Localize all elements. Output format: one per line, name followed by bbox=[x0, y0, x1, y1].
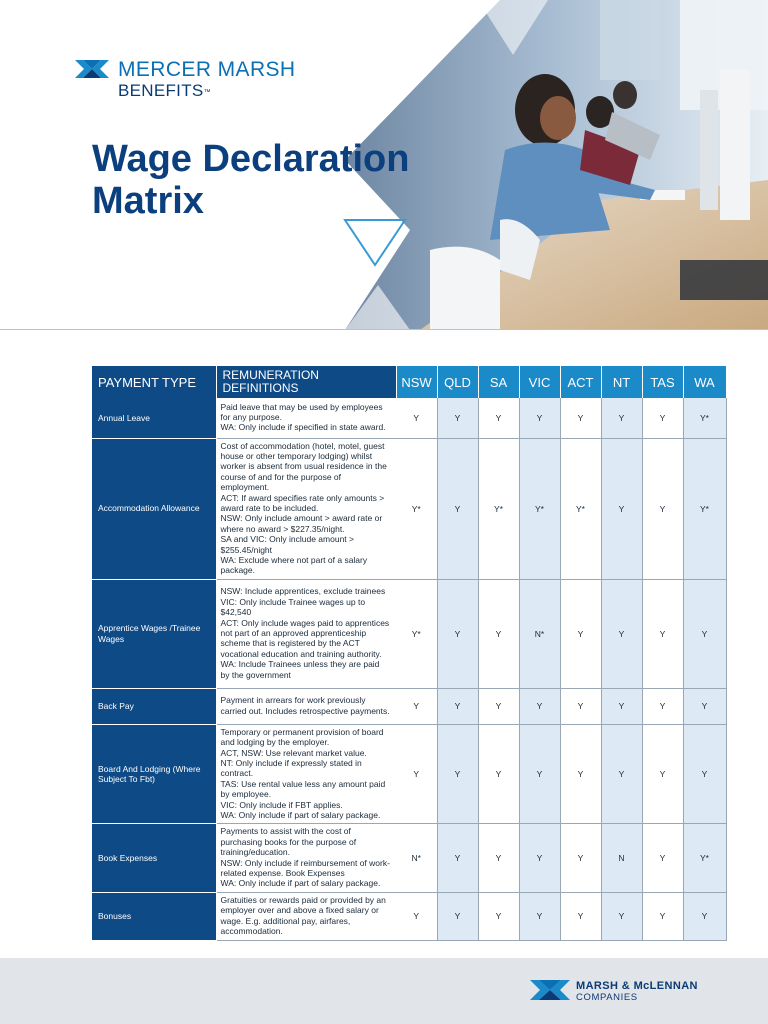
header-state: SA bbox=[478, 366, 519, 398]
state-value-cell: Y* bbox=[519, 438, 560, 579]
payment-type-cell: Annual Leave bbox=[92, 398, 216, 438]
matrix-table bbox=[92, 366, 727, 941]
state-value-cell: Y bbox=[683, 724, 726, 824]
state-value-cell: Y bbox=[437, 824, 478, 892]
definition-cell: NSW: Include apprentices, exclude trainees VIC: Only include Trainee wages up to $42,540 ACT: Only include wages paid to apprentices not part of an approved apprenticeship scheme that is registered by the ACT vocational education and training authority. WA: Include Trainees unless they are paid by the government bbox=[216, 579, 396, 688]
trademark-symbol: ™ bbox=[203, 89, 211, 96]
state-value-cell: Y bbox=[601, 579, 642, 688]
payment-type-cell: Apprentice Wages /Trainee Wages bbox=[92, 579, 216, 688]
table-row bbox=[92, 688, 726, 724]
page-title: Wage Declaration Matrix bbox=[92, 138, 410, 222]
state-value-cell: Y bbox=[683, 892, 726, 940]
state-value-cell: Y bbox=[437, 579, 478, 688]
payment-type-cell: Bonuses bbox=[92, 892, 216, 940]
header-state: ACT bbox=[560, 366, 601, 398]
header-remuneration-definitions: REMUNERATION DEFINITIONS bbox=[216, 366, 396, 398]
state-value-cell: Y bbox=[478, 892, 519, 940]
state-value-cell: Y bbox=[560, 724, 601, 824]
state-value-cell: Y* bbox=[683, 398, 726, 438]
state-value-cell: Y bbox=[519, 892, 560, 940]
definition-cell: Payments to assist with the cost of purchasing books for the purpose of training/education. NSW: Only include if reimbursement of work-related expense. Book Expenses WA: Only include if part of salary package. bbox=[216, 824, 396, 892]
table-row bbox=[92, 438, 726, 579]
state-value-cell: Y* bbox=[478, 438, 519, 579]
state-value-cell: Y bbox=[642, 579, 683, 688]
state-value-cell: Y bbox=[519, 398, 560, 438]
state-value-cell: Y bbox=[560, 398, 601, 438]
payment-type-cell: Accommodation Allowance bbox=[92, 438, 216, 579]
state-value-cell: Y bbox=[560, 688, 601, 724]
state-value-cell: Y bbox=[478, 824, 519, 892]
table-row bbox=[92, 824, 726, 892]
state-value-cell: Y bbox=[642, 724, 683, 824]
state-value-cell: Y bbox=[642, 824, 683, 892]
state-value-cell: Y bbox=[478, 688, 519, 724]
state-value-cell: Y bbox=[560, 892, 601, 940]
header-state: QLD bbox=[437, 366, 478, 398]
payment-type-cell: Book Expenses bbox=[92, 824, 216, 892]
document-header bbox=[0, 0, 768, 330]
state-value-cell: Y bbox=[560, 824, 601, 892]
state-value-cell: Y bbox=[396, 892, 437, 940]
marsh-mclennan-logo-icon bbox=[530, 980, 570, 1000]
state-value-cell: Y bbox=[601, 438, 642, 579]
state-value-cell: Y bbox=[683, 688, 726, 724]
state-value-cell: Y bbox=[683, 579, 726, 688]
header-divider bbox=[0, 329, 768, 330]
state-value-cell: Y bbox=[437, 892, 478, 940]
definition-cell: Gratuities or rewards paid or provided by an employer over and above a fixed salary or wage. E.g. additional pay, airfares, accommodation. bbox=[216, 892, 396, 940]
state-value-cell: Y bbox=[601, 688, 642, 724]
footer-company-line1: MARSH & McLENNAN bbox=[576, 980, 698, 992]
state-value-cell: Y bbox=[601, 724, 642, 824]
header-state: NSW bbox=[396, 366, 437, 398]
state-value-cell: Y bbox=[437, 438, 478, 579]
state-value-cell: Y bbox=[437, 398, 478, 438]
state-value-cell: Y bbox=[560, 579, 601, 688]
state-value-cell: Y bbox=[478, 398, 519, 438]
payment-type-cell: Board And Lodging (Where Subject To Fbt) bbox=[92, 724, 216, 824]
table-row bbox=[92, 398, 726, 438]
table-row bbox=[92, 579, 726, 688]
state-value-cell: Y bbox=[642, 892, 683, 940]
state-value-cell: Y bbox=[437, 688, 478, 724]
header-state: WA bbox=[683, 366, 726, 398]
state-value-cell: Y* bbox=[396, 438, 437, 579]
state-value-cell: Y bbox=[519, 724, 560, 824]
state-value-cell: Y bbox=[601, 398, 642, 438]
table-body bbox=[92, 398, 726, 940]
brand-name-benefits: BENEFITS bbox=[118, 81, 204, 100]
header-payment-type: PAYMENT TYPE bbox=[92, 366, 216, 398]
state-value-cell: Y* bbox=[683, 824, 726, 892]
state-value-cell: Y bbox=[519, 688, 560, 724]
state-value-cell: Y bbox=[396, 398, 437, 438]
definition-cell: Cost of accommodation (hotel, motel, guest house or other temporary lodging) whilst worker is absent from usual residence in the course of and for the purpose of employment. ACT: If award specifies rate only amounts > award rate to be included. NSW: Only include amount > award rate or where no award > $227.35/night. SA and VIC: Only include amount > $255.45/night WA: Exclude where not part of a salary package. bbox=[216, 438, 396, 579]
brand-mark-icon bbox=[75, 60, 109, 78]
state-value-cell: Y bbox=[478, 579, 519, 688]
table-row bbox=[92, 724, 726, 824]
state-value-cell: Y bbox=[396, 688, 437, 724]
definition-cell: Payment in arrears for work previously carried out. Includes retrospective payments. bbox=[216, 688, 396, 724]
state-value-cell: Y bbox=[601, 892, 642, 940]
state-value-cell: Y* bbox=[396, 579, 437, 688]
state-value-cell: N* bbox=[519, 579, 560, 688]
header-state: TAS bbox=[642, 366, 683, 398]
header-state: NT bbox=[601, 366, 642, 398]
table-header-row bbox=[92, 366, 726, 398]
brand-name-line2 bbox=[118, 81, 211, 101]
payment-type-cell: Back Pay bbox=[92, 688, 216, 724]
state-value-cell: Y bbox=[642, 438, 683, 579]
state-value-cell: N* bbox=[396, 824, 437, 892]
state-value-cell: Y bbox=[519, 824, 560, 892]
definition-cell: Temporary or permanent provision of board and lodging by the employer. ACT, NSW: Use relevant market value. NT: Only include if expressly stated in contract. TAS: Use rental value less any amount paid by employee. VIC: Only include if FBT applies. WA: Only include if part of salary package. bbox=[216, 724, 396, 824]
state-value-cell: Y bbox=[642, 398, 683, 438]
state-value-cell: Y bbox=[642, 688, 683, 724]
header-state: VIC bbox=[519, 366, 560, 398]
state-value-cell: Y* bbox=[560, 438, 601, 579]
footer-company-line2: COMPANIES bbox=[576, 992, 638, 1003]
wage-declaration-table bbox=[92, 366, 726, 941]
state-value-cell: Y bbox=[478, 724, 519, 824]
state-value-cell: Y bbox=[437, 724, 478, 824]
definition-cell: Paid leave that may be used by employees for any purpose. WA: Only include if specified in state award. bbox=[216, 398, 396, 438]
state-value-cell: Y bbox=[396, 724, 437, 824]
table-row bbox=[92, 892, 726, 940]
page-footer bbox=[0, 958, 768, 1024]
state-value-cell: Y* bbox=[683, 438, 726, 579]
brand-name-line1: MERCER MARSH bbox=[118, 58, 296, 81]
state-value-cell: N bbox=[601, 824, 642, 892]
